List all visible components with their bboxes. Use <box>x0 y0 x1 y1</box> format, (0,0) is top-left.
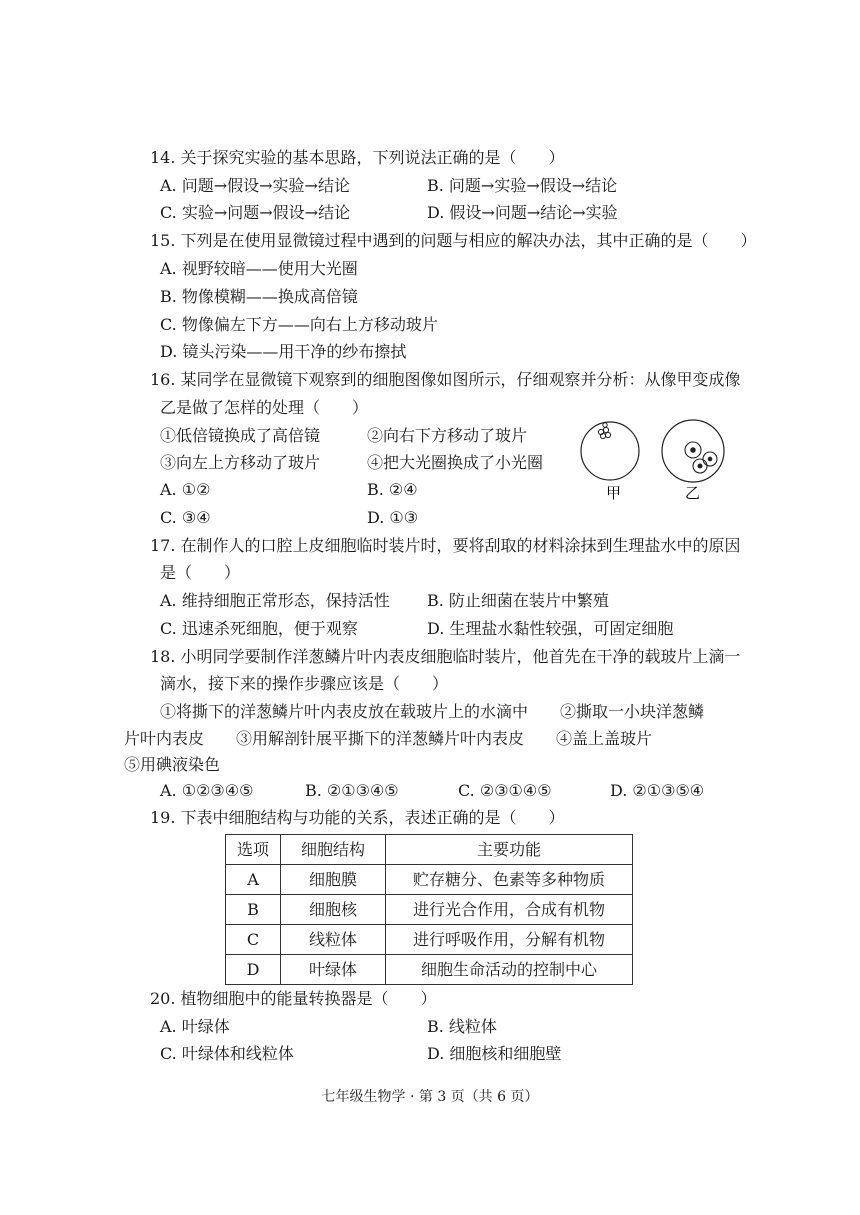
question-16-statement-4: ④把大光圈换成了小光圈 <box>367 453 544 472</box>
question-18-option-b: B. ②①③④⑤ <box>305 781 399 800</box>
table-cell: 叶绿体 <box>281 955 386 985</box>
figure-label-jia: 甲 <box>606 484 622 502</box>
question-19-stem: 19. 下表中细胞结构与功能的关系，表述正确的是（ ） <box>150 808 565 827</box>
table-row <box>226 865 633 895</box>
question-18-stem-line1: 18. 小明同学要制作洋葱鳞片叶内表皮细胞临时装片，他首先在干净的载玻片上滴一 <box>150 647 741 666</box>
question-17-stem-line1: 17. 在制作人的口腔上皮细胞临时装片时，要将刮取的材料涂抹到生理盐水中的原因 <box>150 536 741 555</box>
question-15-option-d: D. 镜头污染——用干净的纱布擦拭 <box>160 342 407 361</box>
table-cell: 细胞生命活动的控制中心 <box>386 955 633 985</box>
question-18-stem-line2: 滴水，接下来的操作步骤应该是（ ） <box>160 674 449 693</box>
question-15-option-b: B. 物像模糊——换成高倍镜 <box>160 287 358 306</box>
table-cell: A <box>226 865 281 895</box>
question-14-option-a: A. 问题→假设→实验→结论 <box>160 176 350 195</box>
question-14-stem: 14. 关于探究实验的基本思路，下列说法正确的是（ ） <box>150 148 565 167</box>
table-cell: 线粒体 <box>281 925 386 955</box>
question-16-option-a: A. ①② <box>160 480 211 499</box>
question-20-option-a: A. 叶绿体 <box>160 1017 230 1036</box>
view-jia-cells <box>598 423 610 439</box>
table-header-row <box>226 835 633 865</box>
question-18-steps-line1: ①将撕下的洋葱鳞片叶内表皮放在载玻片上的水滴中 ②撕取一小块洋葱鳞 <box>160 702 705 721</box>
question-18-option-c: C. ②③①④⑤ <box>458 781 552 800</box>
table-cell: 细胞膜 <box>281 865 386 895</box>
question-20-stem: 20. 植物细胞中的能量转换器是（ ） <box>150 989 437 1008</box>
question-15-option-c: C. 物像偏左下方——向右上方移动玻片 <box>160 315 438 334</box>
table-header-option: 选项 <box>226 835 281 865</box>
question-17-option-d: D. 生理盐水黏性较强，可固定细胞 <box>427 619 674 638</box>
table-row <box>226 895 633 925</box>
table-cell: C <box>226 925 281 955</box>
question-20-option-c: C. 叶绿体和线粒体 <box>160 1044 294 1063</box>
question-16-stem-line2: 乙是做了怎样的处理（ ） <box>160 398 369 417</box>
table-cell: 进行光合作用，合成有机物 <box>386 895 633 925</box>
question-14-option-c: C. 实验→问题→假设→结论 <box>160 203 351 222</box>
question-15-stem: 15. 下列是在使用显微镜过程中遇到的问题与相应的解决办法，其中正确的是（ ） <box>150 231 757 250</box>
question-14-option-d: D. 假设→问题→结论→实验 <box>427 203 618 222</box>
question-20-option-b: B. 线粒体 <box>427 1017 497 1036</box>
question-18-option-d: D. ②①③⑤④ <box>610 781 705 800</box>
question-17-stem-line2: 是（ ） <box>160 563 241 582</box>
table-header-structure: 细胞结构 <box>281 835 386 865</box>
table-cell: B <box>226 895 281 925</box>
microscope-view-figure <box>575 413 735 513</box>
figure-label-yi: 乙 <box>685 484 701 502</box>
table-cell: 贮存糖分、色素等多种物质 <box>386 865 633 895</box>
table-row <box>226 925 633 955</box>
question-14-option-b: B. 问题→实验→假设→结论 <box>427 176 618 195</box>
question-20-option-d: D. 细胞核和细胞壁 <box>427 1044 562 1063</box>
question-17-option-a: A. 维持细胞正常形态，保持活性 <box>160 591 390 610</box>
question-16-statement-3: ③向左上方移动了玻片 <box>160 453 321 472</box>
table-cell: 细胞核 <box>281 895 386 925</box>
table-header-function: 主要功能 <box>386 835 633 865</box>
question-18-option-a: A. ①②③④⑤ <box>160 781 254 800</box>
cell-structure-table <box>225 834 633 985</box>
question-16-stem-line1: 16. 某同学在显微镜下观察到的细胞图像如图所示，仔细观察并分析：从像甲变成像 <box>150 370 741 389</box>
question-16-option-c: C. ③④ <box>160 508 211 527</box>
question-16-option-b: B. ②④ <box>367 480 418 499</box>
question-16-statement-2: ②向右下方移动了玻片 <box>367 426 528 445</box>
question-18-steps-line3: ⑤用碘液染色 <box>124 755 221 774</box>
question-18-steps-line2: 片叶内表皮 ③用解剖针展平撕下的洋葱鳞片叶内表皮 ④盖上盖玻片 <box>124 729 653 748</box>
view-jia-circle <box>581 422 639 480</box>
view-yi-cells <box>685 442 717 473</box>
question-15-option-a: A. 视野较暗——使用大光圈 <box>160 259 358 278</box>
question-16-option-d: D. ①③ <box>367 508 419 527</box>
question-17-option-b: B. 防止细菌在装片中繁殖 <box>427 591 609 610</box>
question-17-option-c: C. 迅速杀死细胞，便于观察 <box>160 619 358 638</box>
table-row <box>226 955 633 985</box>
question-16-statement-1: ①低倍镜换成了高倍镜 <box>160 426 321 445</box>
table-cell: D <box>226 955 281 985</box>
table-cell: 进行呼吸作用，分解有机物 <box>386 925 633 955</box>
page-footer: 七年级生物学 · 第 3 页（共 6 页） <box>321 1089 539 1105</box>
